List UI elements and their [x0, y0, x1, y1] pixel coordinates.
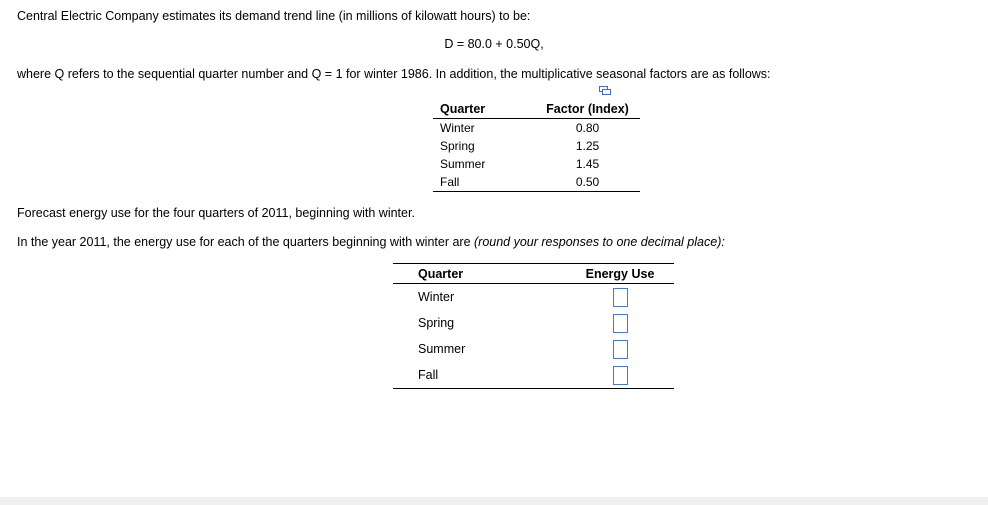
- factor-value-cell: 0.50: [535, 173, 640, 192]
- answer-prompt-text: In the year 2011, the energy use for each of the quarters beginning with winter are: [17, 235, 474, 249]
- factor-quarter-cell: Winter: [440, 121, 475, 135]
- answer-quarter-cell: Summer: [418, 342, 466, 356]
- winter-energy-input[interactable]: [613, 288, 628, 307]
- problem-definition: where Q refers to the sequential quarter number and Q = 1 for winter 1986. In addition, the multiplicative seasonal factors are as follows:: [17, 67, 771, 81]
- factor-header-index: Factor (Index): [535, 99, 640, 119]
- answer-prompt: [17, 235, 725, 249]
- factor-quarter-cell: Spring: [440, 139, 475, 153]
- table-row: [393, 284, 674, 311]
- seasonal-factor-table: [433, 99, 640, 192]
- fall-energy-input[interactable]: [613, 366, 628, 385]
- energy-use-answer-table: [393, 263, 674, 389]
- answer-header-energy-use: Energy Use: [566, 264, 674, 284]
- problem-intro: Central Electric Company estimates its demand trend line (in millions of kilowatt hours) to be:: [17, 9, 531, 23]
- answer-quarter-cell: Spring: [418, 316, 455, 330]
- copy-data-icon[interactable]: [599, 86, 611, 95]
- factor-header-quarter: Quarter: [433, 99, 535, 119]
- factor-quarter-cell: Summer: [440, 157, 486, 171]
- factor-value-cell: 1.45: [575, 157, 600, 171]
- table-row: [393, 362, 674, 389]
- rounding-instruction: (round your responses to one decimal place):: [474, 235, 725, 249]
- answer-quarter-cell: Fall: [393, 362, 566, 389]
- answer-header-quarter: Quarter: [393, 264, 566, 284]
- table-row: [433, 119, 640, 138]
- factor-value-cell: 1.25: [575, 139, 600, 153]
- table-row: [393, 336, 674, 362]
- table-row: [433, 173, 640, 192]
- answer-quarter-cell: Winter: [418, 290, 455, 304]
- table-row: [433, 137, 640, 155]
- demand-equation: D = 80.0 + 0.50Q,: [444, 37, 544, 51]
- factor-quarter-cell: Fall: [433, 173, 535, 192]
- spring-energy-input[interactable]: [613, 314, 628, 333]
- footer-bar: [0, 497, 988, 505]
- table-row: [393, 310, 674, 336]
- table-row: [433, 155, 640, 173]
- task-text: Forecast energy use for the four quarters of 2011, beginning with winter.: [17, 206, 415, 220]
- summer-energy-input[interactable]: [613, 340, 628, 359]
- factor-value-cell: 0.80: [575, 121, 600, 135]
